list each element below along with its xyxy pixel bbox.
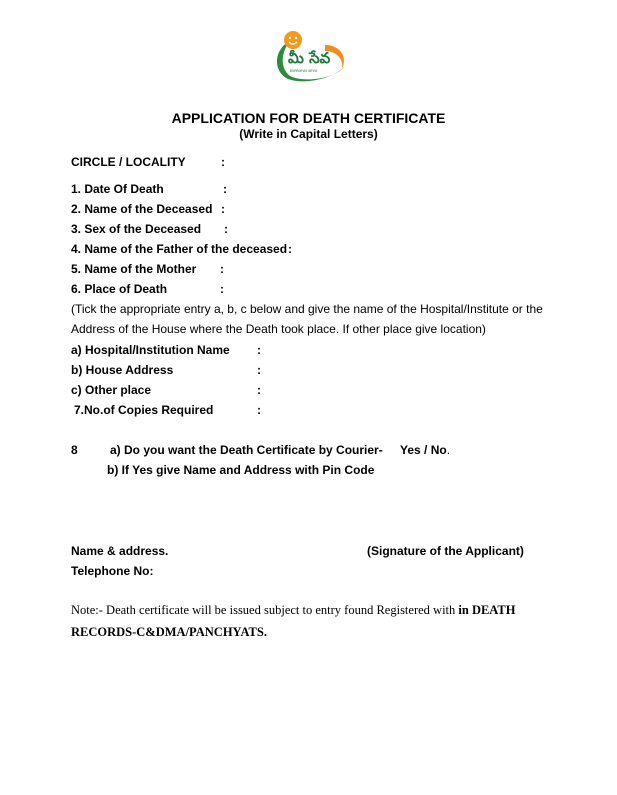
question-8-number: 8	[71, 443, 78, 457]
note-line-2: RECORDS-C&DMA/PANCHYATS.	[71, 625, 267, 639]
yes-no-options: Yes / No	[400, 443, 447, 457]
field-mother-name: 5. Name of the Mother	[71, 262, 197, 276]
question-8a: a) Do you want the Death Certificate by Courier-	[110, 443, 383, 457]
note-text: Note:- Death certificate will be issued subject to entry found Registered with	[71, 603, 456, 617]
logo-text: మీ సేవ	[288, 49, 331, 67]
note-line-1	[71, 603, 515, 618]
field-colon: :	[220, 262, 224, 276]
instruction-line-2: Address of the House where the Death took place. If other place give location)	[71, 322, 486, 336]
question-8b: b) If Yes give Name and Address with Pin Code	[107, 463, 375, 477]
note-bold-text: in DEATH	[458, 603, 516, 617]
signature-label: (Signature of the Applicant)	[367, 544, 524, 558]
field-colon: :	[223, 182, 227, 196]
options-period: .	[446, 443, 451, 457]
field-colon: :	[288, 242, 292, 256]
field-father-name: 4. Name of the Father of the deceased	[71, 242, 288, 256]
field-name-of-deceased: 2. Name of the Deceased	[71, 202, 213, 216]
form-subtitle: (Write in Capital Letters)	[239, 127, 378, 141]
option-colon: :	[257, 403, 261, 417]
meeseva-logo	[270, 27, 350, 85]
field-sex-of-deceased: 3. Sex of the Deceased	[71, 222, 202, 236]
name-address-label: Name & address.	[71, 544, 169, 558]
question-8a-options	[400, 443, 450, 457]
option-colon: :	[257, 383, 261, 397]
option-other-place: c) Other place	[71, 383, 152, 397]
circle-locality-label: CIRCLE / LOCALITY	[71, 155, 186, 169]
field-colon: :	[220, 282, 224, 296]
option-hospital: a) Hospital/Institution Name	[71, 343, 230, 357]
field-date-of-death: 1. Date Of Death	[71, 182, 164, 196]
option-colon: :	[257, 363, 261, 377]
circle-locality-colon: :	[221, 155, 225, 169]
field-colon: :	[224, 222, 228, 236]
field-place-of-death: 6. Place of Death	[71, 282, 168, 296]
field-colon: :	[221, 202, 225, 216]
instruction-line-1: (Tick the appropriate entry a, b, c below and give the name of the Hospital/Institute or the	[71, 302, 543, 316]
logo-tagline: meeseva seva	[290, 69, 318, 74]
option-colon: :	[257, 343, 261, 357]
smiley-icon	[284, 31, 302, 49]
telephone-label: Telephone No:	[71, 564, 154, 578]
field-copies-required: 7.No.of Copies Required	[74, 403, 214, 417]
form-title: APPLICATION FOR DEATH CERTIFICATE	[171, 110, 446, 126]
option-house-address: b) House Address	[71, 363, 174, 377]
